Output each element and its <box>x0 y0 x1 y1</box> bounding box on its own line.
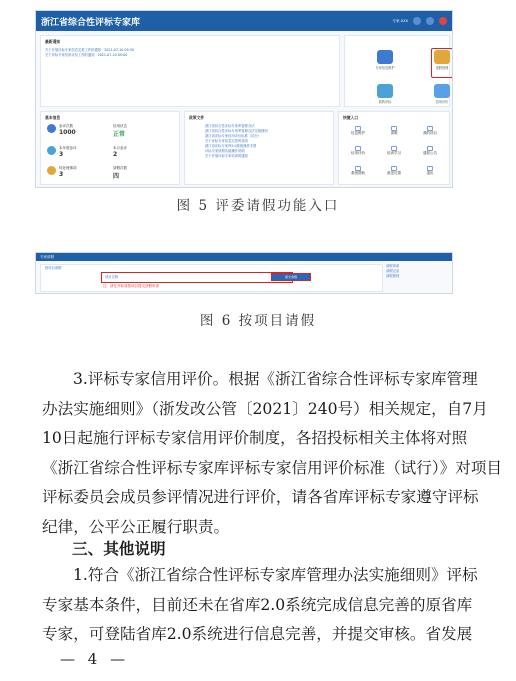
stat-icon <box>47 124 56 133</box>
stat-item: 参评次数 1000 <box>47 124 76 136</box>
leave-note: 注：请在开标前按项目提交请假申请 <box>103 284 159 288</box>
user-name[interactable]: 专家-XXX <box>392 19 408 23</box>
function-expert-info[interactable]: 专家信息维护 <box>373 50 397 70</box>
leave-header: 专家请假 <box>36 253 452 261</box>
quick-item[interactable]: 请假 <box>377 126 411 136</box>
doc-link[interactable]: 浙江省综合性评标专家库管理办法实施细则 <box>205 129 268 133</box>
stat-icon <box>47 166 56 175</box>
side-menu-item[interactable]: 请假规则 <box>386 274 400 278</box>
text-line: 3.评标专家信用评价。根据《浙江省综合性评标专家库管理 <box>73 370 478 388</box>
quick-item[interactable]: 退出 <box>413 166 447 176</box>
settings-icon[interactable] <box>426 17 434 25</box>
doc-link[interactable]: 浙江省评标专家库2.0系统操作手册 <box>205 144 257 148</box>
figure-6-screenshot <box>35 252 453 294</box>
figure-5-caption: 图 5 评委请假功能入口 <box>176 198 340 214</box>
quick-title: 快捷入口 <box>343 115 359 120</box>
function-leave[interactable]: 请假管理 <box>430 50 453 70</box>
notice-item[interactable]: 关于开展评标专家信息完善工作的通知 · 2021-07-10 09:30 <box>45 48 134 52</box>
side-menu-item[interactable]: 请假记录 <box>386 269 400 273</box>
quick-item[interactable]: 信用评价 <box>341 146 375 156</box>
leave-main-title: 按项目请假 <box>45 266 62 270</box>
text-line: 1.符合《浙江省综合性评标专家库管理办法实施细则》评标 <box>73 566 478 584</box>
app-title: 浙江省综合性评标专家库 <box>41 17 141 28</box>
text-line: 专家，可登陆省库2.0系统进行信息完善，并提交审核。省发展 <box>42 625 473 643</box>
submit-leave-button[interactable]: 提交请假 <box>271 273 311 281</box>
project-input-box[interactable] <box>101 272 293 283</box>
paragraph-other-notes <box>42 561 482 650</box>
function-panel <box>344 35 450 107</box>
text-line: 评标委员会成员参评情况进行评价，请各省库评标专家遵守评标 <box>42 488 479 506</box>
text-line: 纪律，公平公正履行职责。 <box>42 517 230 536</box>
figure-6-caption: 图 6 按项目请假 <box>199 313 317 329</box>
quick-item[interactable]: 系统帮助 <box>341 166 375 176</box>
notice-panel <box>40 35 340 107</box>
doc-link[interactable]: 关于评标专家信息完善的说明 <box>205 139 248 143</box>
leave-main-panel <box>40 264 383 292</box>
figure-5-screenshot <box>35 10 453 188</box>
text-line: 办法实施细则》（浙发改公管〔2021〕240号）相关规定，自7月 <box>42 399 488 418</box>
docs-panel <box>184 111 334 185</box>
quick-item[interactable]: 通知公告 <box>413 146 447 156</box>
briefcase-icon <box>377 84 393 98</box>
leave-side-menu <box>386 264 450 292</box>
quick-item[interactable]: 培训学习 <box>377 146 411 156</box>
quick-item[interactable]: 意见反馈 <box>377 166 411 176</box>
stat-item: 信用状态 正常 <box>113 124 127 138</box>
notice-title: 最新通知 <box>45 39 61 44</box>
quick-panel <box>338 111 450 185</box>
credit-icon <box>434 84 450 98</box>
doc-link[interactable]: 评标专家请假功能操作说明 <box>205 149 245 153</box>
doc-link[interactable]: 关于开展评标专家培训的通知 <box>205 154 248 158</box>
stat-item: 请假次数 四 <box>113 166 127 180</box>
section-heading: 三、其他说明 <box>72 540 166 558</box>
text-line: 《浙江省综合性评标专家库评标专家信用评价标准（试行）》对项目 <box>42 458 503 477</box>
info-title: 基本信息 <box>45 115 61 120</box>
stat-item: 待处理事项 3 <box>47 166 77 178</box>
message-icon[interactable] <box>413 17 421 25</box>
quick-item[interactable]: 我的项目 <box>413 126 447 136</box>
expert-icon <box>377 50 393 64</box>
paragraph-credit-evaluation <box>42 365 503 542</box>
text-line: 10日起施行评标专家信用评价制度，各招投标相关主体将对照 <box>42 429 468 447</box>
text-line: 专家基本条件，目前还未在省库2.0系统完成信息完善的原省库 <box>42 595 473 614</box>
leave-highlight-box <box>431 48 453 78</box>
function-my-bids[interactable]: 我的评标 <box>373 84 397 104</box>
stat-item: 本月参评 2 <box>113 146 127 158</box>
project-field-label: 项目名称 <box>105 275 119 279</box>
stat-icon <box>47 146 56 155</box>
docs-title: 政策文件 <box>189 115 205 120</box>
doc-link[interactable]: 浙江省综合性评标专家库管理办法 <box>205 124 255 128</box>
stat-item: 本年度参评 3 <box>47 146 77 158</box>
page-number: — 4 — <box>60 650 130 668</box>
function-credit[interactable]: 信用评价 <box>430 84 453 104</box>
info-panel <box>40 111 180 185</box>
app-header <box>36 11 452 31</box>
avatar[interactable] <box>439 17 447 25</box>
quick-item[interactable]: 信息维护 <box>341 126 375 136</box>
doc-link[interactable]: 浙江省评标专家信用评价标准（试行） <box>205 134 262 138</box>
side-menu-item[interactable]: 请假申请 <box>386 264 400 268</box>
notice-item[interactable]: 关于评标专家信用评价工作的通知 · 2021-07-10 09:00 <box>45 53 128 57</box>
